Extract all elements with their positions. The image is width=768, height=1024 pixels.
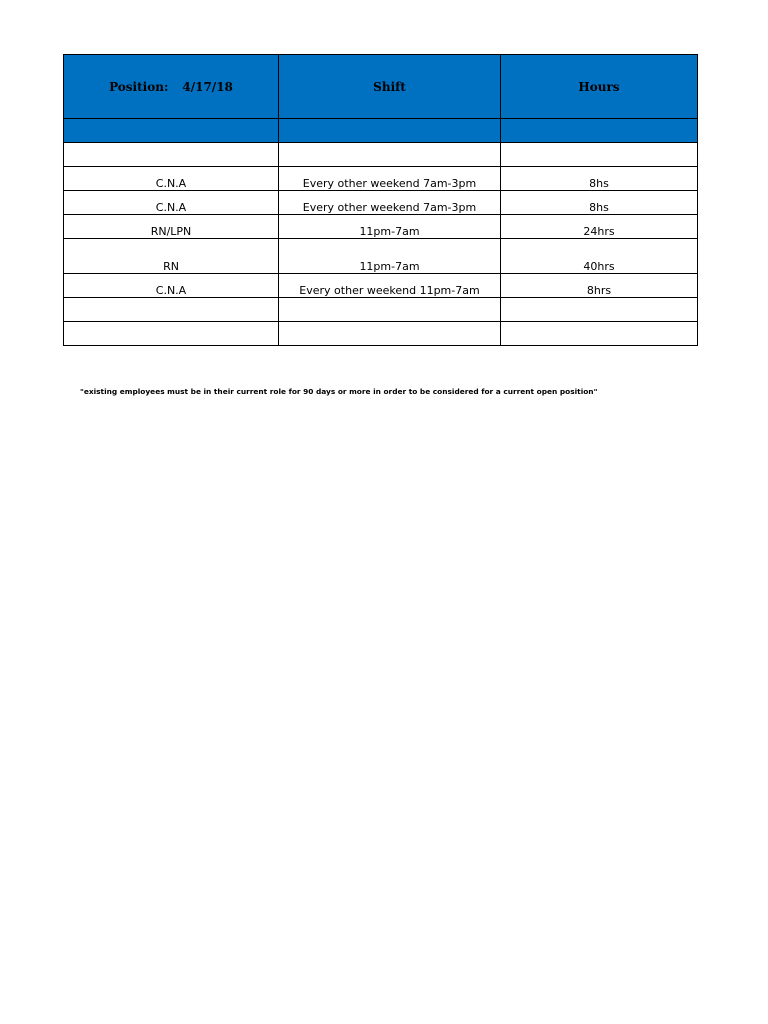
band-cell [279,119,501,143]
shift-cell: 11pm-7am [279,239,501,274]
shift-cell: Every other weekend 11pm-7am [279,274,501,298]
header-shift-label: Shift [373,79,406,94]
table-row [64,143,698,167]
open-positions-table [63,54,698,346]
table-row [64,191,698,215]
position-cell: C.N.A [64,274,279,298]
position-cell [64,298,279,322]
hours-cell: 8hs [501,191,698,215]
header-shift-cell [279,55,501,119]
hours-cell: 8hrs [501,274,698,298]
shift-cell: 11pm-7am [279,215,501,239]
position-cell [64,143,279,167]
hours-cell: 40hrs [501,239,698,274]
position-cell: RN [64,239,279,274]
policy-note: "existing employees must be in their current role for 90 days or more in order to be considered for a current open position" [80,387,598,396]
table-row [64,322,698,346]
position-cell: RN/LPN [64,215,279,239]
header-position-label: Position: [109,79,169,94]
position-cell: C.N.A [64,167,279,191]
table-row [64,274,698,298]
table-row [64,167,698,191]
band-cell [501,119,698,143]
header-hours-label: Hours [578,79,620,94]
shift-cell [279,298,501,322]
table-row [64,239,698,274]
hours-cell [501,298,698,322]
position-cell: C.N.A [64,191,279,215]
hours-cell: 24hrs [501,215,698,239]
table-header-row [64,55,698,119]
shift-cell [279,143,501,167]
header-position-cell [64,55,279,119]
position-cell [64,322,279,346]
hours-cell: 8hs [501,167,698,191]
hours-cell [501,322,698,346]
shift-cell [279,322,501,346]
header-hours-cell [501,55,698,119]
hours-cell [501,143,698,167]
shift-cell: Every other weekend 7am-3pm [279,167,501,191]
header-date: 4/17/18 [182,79,233,94]
band-cell [64,119,279,143]
table-row [64,215,698,239]
table-row [64,298,698,322]
shift-cell: Every other weekend 7am-3pm [279,191,501,215]
header-band-row [64,119,698,143]
